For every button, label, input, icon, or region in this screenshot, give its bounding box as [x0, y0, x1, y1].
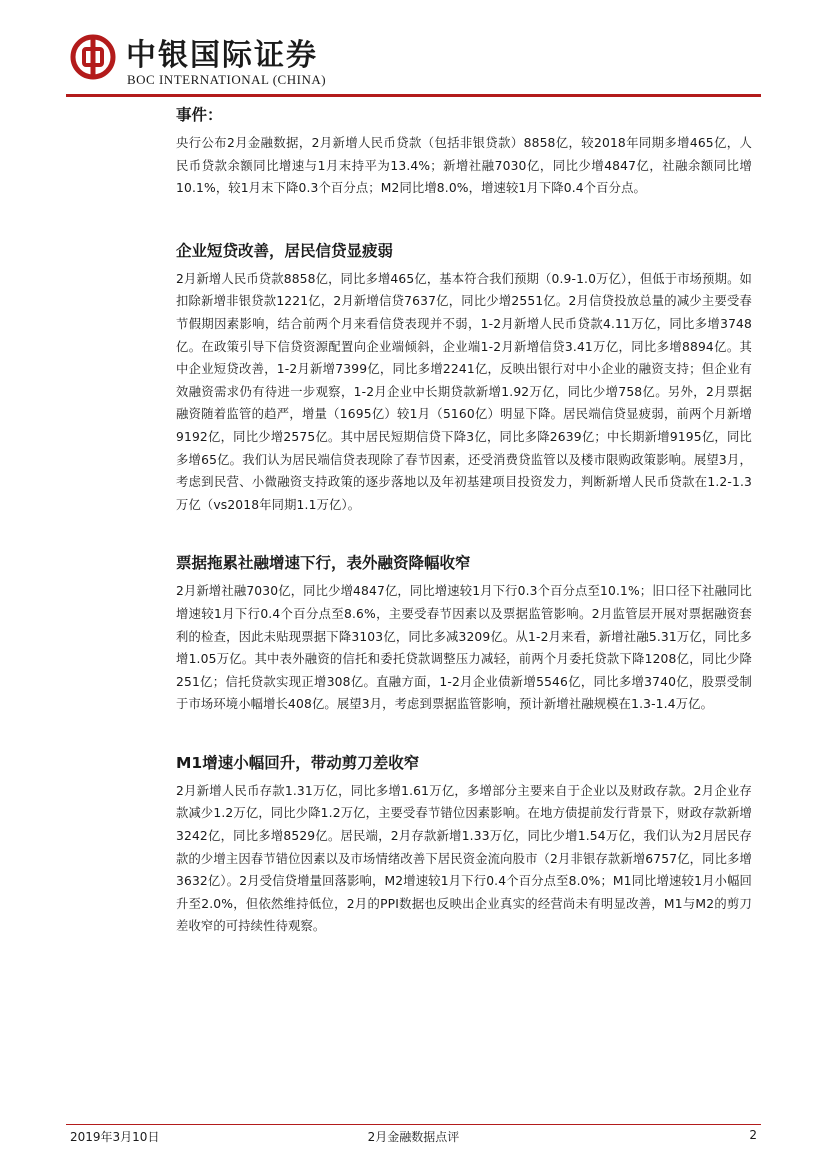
- section-event: [176, 104, 752, 200]
- section-credit: [176, 240, 752, 517]
- section-m1-m2: [176, 752, 752, 938]
- footer-date: 2019年3月10日: [70, 1130, 160, 1144]
- section-paragraph: 央行公布2月金融数据，2月新增人民币贷款（包括非银贷款）8858亿，较2018年同期多增465亿，人民币贷款余额同比增速与1月末持平为13.4%；新增社融7030亿，同比少增4847亿，社融余额同比增10.1%，较1月末下降0.3个百分点；M2同比增8.0%，增速较1月下降0.4个百分点。: [176, 136, 752, 196]
- footer-report-title: 2月金融数据点评: [367, 1130, 460, 1144]
- brand-name-en: BOC INTERNATIONAL (CHINA): [127, 72, 327, 87]
- section-title: M1增速小幅回升，带动剪刀差收窄: [176, 753, 420, 772]
- report-body: [176, 104, 752, 938]
- boc-logo-icon: [70, 34, 116, 80]
- section-paragraph: 2月新增人民币贷款8858亿，同比多增465亿，基本符合我们预期（0.9-1.0万亿），但低于市场预期。如扣除新增非银贷款1221亿，2月新增信贷7637亿，同比少增2551亿。2月信贷投放总量的减少主要受春节假期因素影响，结合前两个月来看信贷表现并不弱，1-2月新增人民币贷款4.11万亿，同比多增3748亿。在政策引导下信贷资源配置向企业端倾斜，企业端1-2月新增信贷3.41万亿，同比多增8894亿。其中企业短贷改善，1-2月新增7399亿，同比多增2241亿，反映出银行对中小企业的融资支持；但企业有效融资需求仍有待进一步观察，1-2月企业中长期贷款新增1.92万亿，同比少增758亿。另外，2月票据融资随着监管的趋严，增量（1695亿）较1月（5160亿）明显下降。居民端信贷显疲弱，前两个月新增9192亿，同比少增2575亿。其中居民短期信贷下降3亿，同比多降2639亿；中长期新增9195亿，同比多增65亿。我们认为居民端信贷表现除了春节因素，还受消费贷监管以及楼市限购政策影响。展望3月，考虑到民营、小微融资支持政策的逐步落地以及年初基建项目投资发力，判断新增人民币贷款在1.2-1.3万亿（vs2018年同期1.1万亿）。: [176, 271, 752, 512]
- brand-name-cn: 中银国际证券: [126, 38, 318, 73]
- section-title: 事件：: [176, 106, 223, 124]
- section-social-financing: [176, 552, 752, 716]
- page-number: 2: [749, 1128, 757, 1142]
- section-title: 企业短贷改善，居民信贷显疲弱: [176, 241, 394, 260]
- header-divider: [66, 94, 761, 97]
- footer-divider: [66, 1124, 761, 1125]
- section-paragraph: 2月新增社融7030亿，同比少增4847亿，同比增速较1月下行0.3个百分点至10.1%；旧口径下社融同比增速较1月下行0.4个百分点至8.6%，主要受春节因素以及票据监管影响。2月监管层开展对票据融资套利的检查，因此未贴现票据下降3103亿，同比多减3209亿。从1-2月来看，新增社融5.31万亿，同比多增1.05万亿。其中表外融资的信托和委托贷款调整压力减轻，前两个月委托贷款下降1208亿，同比少降251亿；信托贷款实现正增308亿。直融方面，1-2月企业债新增5546亿，同比多增3740亿，股票受制于市场环境小幅增长408亿。展望3月，考虑到票据监管影响，预计新增社融规模在1.3-1.4万亿。: [176, 584, 752, 712]
- section-paragraph: 2月新增人民币存款1.31万亿，同比多增1.61万亿，多增部分主要来自于企业以及财政存款。2月企业存款减少1.2万亿，同比少降1.2万亿，主要受春节错位因素影响。在地方债提前发行背景下，财政存款新增3242亿，同比多增8529亿。居民端，2月存款新增1.33万亿，同比少增1.54万亿，我们认为2月居民存款的少增主因春节错位因素以及市场情绪改善下居民资金流向股市（2月非银存款新增6757亿，同比多增3632亿）。2月受信贷增量回落影响，M2增速较1月下行0.4个百分点至8.0%；M1同比增速较1月小幅回升至2.0%，但依然维持低位，2月的PPI数据也反映出企业真实的经营尚未有明显改善，M1与M2的剪刀差收窄的可持续性待观察。: [176, 783, 752, 934]
- section-title: 票据拖累社融增速下行，表外融资降幅收窄: [176, 554, 471, 573]
